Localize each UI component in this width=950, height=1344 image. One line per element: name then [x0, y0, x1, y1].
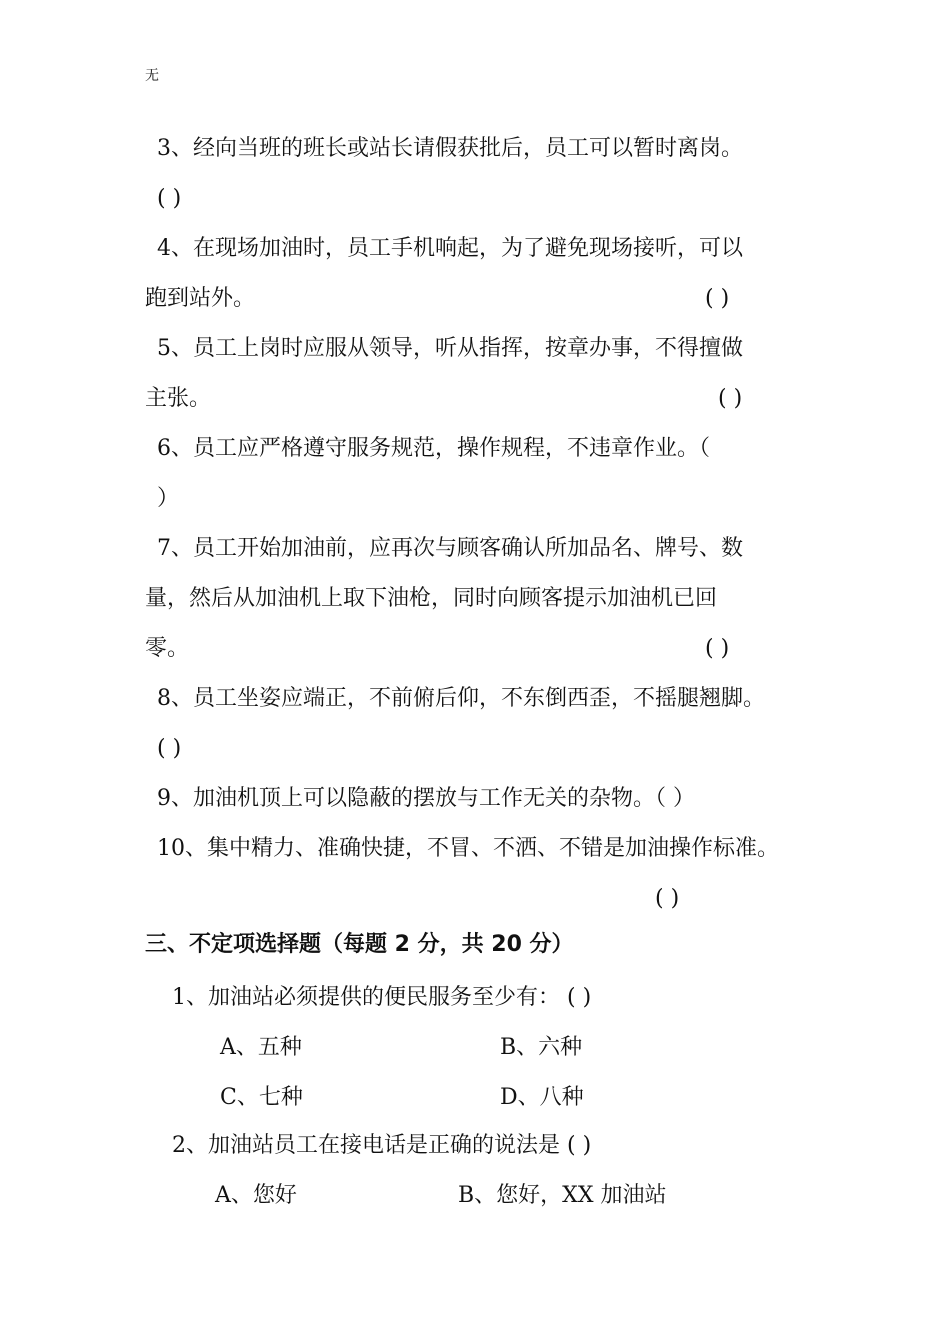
mc-question-2-option-a: A、您好	[215, 1183, 297, 1208]
question-9-text: 9、加油机顶上可以隐蔽的摆放与工作无关的杂物。（ ）	[157, 786, 695, 811]
question-5-text: 5、员工上岗时应服从领导，听从指挥，按章办事，不得擅做	[157, 336, 743, 361]
question-10-answer-blank: ( )	[655, 886, 680, 911]
mc-question-1-option-c: C、七种	[220, 1085, 303, 1110]
header-mark: 无	[145, 68, 159, 84]
mc-question-1-option-a: A、五种	[220, 1035, 302, 1060]
question-5-answer-blank: ( )	[718, 386, 743, 411]
section-3-title: 三、不定项选择题（每题 2 分，共 20 分）	[145, 932, 574, 957]
question-6-text-cont: ）	[157, 486, 180, 511]
question-3-text: 3、经向当班的班长或站长请假获批后，员工可以暂时离岗。	[157, 136, 743, 161]
question-4-answer-blank: ( )	[705, 286, 730, 311]
question-4-text-cont: 跑到站外。	[145, 286, 256, 311]
question-7-text: 7、员工开始加油前，应再次与顾客确认所加品名、牌号、数	[157, 536, 743, 561]
mc-question-1-option-b: B、六种	[500, 1035, 583, 1060]
question-4-text: 4、在现场加油时，员工手机响起，为了避免现场接听，可以	[157, 236, 743, 261]
question-8-answer-blank: ( )	[157, 736, 182, 761]
mc-question-1-option-d: D、八种	[500, 1085, 584, 1110]
mc-question-1-stem: 1、加油站必须提供的便民服务至少有： ( )	[172, 985, 592, 1010]
mc-question-2-option-b: B、您好，XX 加油站	[458, 1183, 667, 1208]
question-7-text-cont-2: 零。	[145, 636, 190, 661]
question-3-answer-blank: ( )	[157, 186, 182, 211]
mc-question-2-stem: 2、加油站员工在接电话是正确的说法是 ( )	[172, 1133, 592, 1158]
question-7-text-cont: 量，然后从加油机上取下油枪，同时向顾客提示加油机已回	[145, 586, 718, 611]
question-7-answer-blank: ( )	[705, 636, 730, 661]
question-10-text: 10、集中精力、准确快捷，不冒、不洒、不错是加油操作标准。	[157, 836, 779, 861]
question-8-text: 8、员工坐姿应端正，不前俯后仰，不东倒西歪，不摇腿翘脚。	[157, 686, 765, 711]
question-6-text: 6、员工应严格遵守服务规范，操作规程，不违章作业。（	[157, 436, 710, 461]
question-5-text-cont: 主张。	[145, 386, 212, 411]
